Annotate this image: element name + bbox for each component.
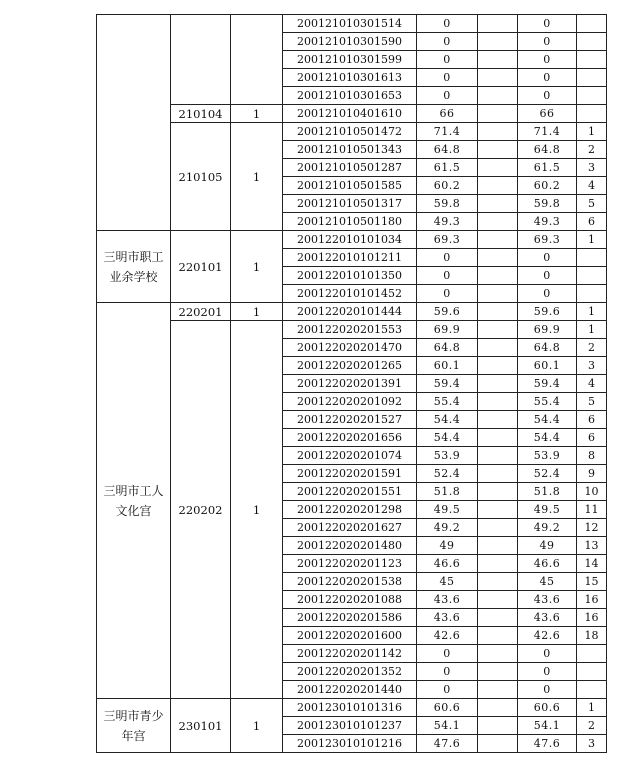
total-score-cell: 0 xyxy=(518,663,577,681)
written-score-cell: 43.6 xyxy=(417,609,478,627)
total-score-cell: 53.9 xyxy=(518,447,577,465)
rank-cell: 1 xyxy=(577,321,607,339)
written-score-cell: 60.1 xyxy=(417,357,478,375)
total-score-cell: 43.6 xyxy=(518,591,577,609)
written-score-cell: 54.4 xyxy=(417,429,478,447)
total-score-cell: 66 xyxy=(518,105,577,123)
total-score-cell: 64.8 xyxy=(518,339,577,357)
post-code-cell xyxy=(171,15,231,105)
written-score-cell: 69.3 xyxy=(417,231,478,249)
total-score-cell: 0 xyxy=(518,69,577,87)
written-score-cell: 49.3 xyxy=(417,213,478,231)
interview-score-cell xyxy=(478,285,518,303)
rank-cell: 3 xyxy=(577,357,607,375)
total-score-cell: 0 xyxy=(518,51,577,69)
written-score-cell: 53.9 xyxy=(417,447,478,465)
total-score-cell: 42.6 xyxy=(518,627,577,645)
candidate-id-cell: 200122020201656 xyxy=(283,429,417,447)
rank-cell xyxy=(577,87,607,105)
written-score-cell: 42.6 xyxy=(417,627,478,645)
total-score-cell: 49 xyxy=(518,537,577,555)
total-score-cell: 54.1 xyxy=(518,717,577,735)
candidate-id-cell: 200122020201591 xyxy=(283,465,417,483)
candidate-id-cell: 200122020201088 xyxy=(283,591,417,609)
total-score-cell: 52.4 xyxy=(518,465,577,483)
total-score-cell: 49.5 xyxy=(518,501,577,519)
total-score-cell: 69.9 xyxy=(518,321,577,339)
rank-cell: 5 xyxy=(577,195,607,213)
candidate-id-cell: 200122020201538 xyxy=(283,573,417,591)
total-score-cell: 60.2 xyxy=(518,177,577,195)
total-score-cell: 0 xyxy=(518,267,577,285)
written-score-cell: 0 xyxy=(417,249,478,267)
written-score-cell: 45 xyxy=(417,573,478,591)
rank-cell: 15 xyxy=(577,573,607,591)
candidate-id-cell: 200121010301613 xyxy=(283,69,417,87)
table-row xyxy=(97,15,607,33)
hire-count-cell xyxy=(231,15,283,105)
total-score-cell: 0 xyxy=(518,681,577,699)
candidate-id-cell: 200123010101316 xyxy=(283,699,417,717)
rank-cell: 10 xyxy=(577,483,607,501)
written-score-cell: 49 xyxy=(417,537,478,555)
written-score-cell: 0 xyxy=(417,33,478,51)
rank-cell: 16 xyxy=(577,609,607,627)
interview-score-cell xyxy=(478,411,518,429)
rank-cell: 2 xyxy=(577,717,607,735)
candidate-id-cell: 200121010501287 xyxy=(283,159,417,177)
rank-cell: 18 xyxy=(577,627,607,645)
interview-score-cell xyxy=(478,15,518,33)
interview-score-cell xyxy=(478,231,518,249)
rank-cell: 2 xyxy=(577,141,607,159)
interview-score-cell xyxy=(478,609,518,627)
rank-cell: 6 xyxy=(577,411,607,429)
written-score-cell: 0 xyxy=(417,267,478,285)
written-score-cell: 61.5 xyxy=(417,159,478,177)
interview-score-cell xyxy=(478,249,518,267)
total-score-cell: 61.5 xyxy=(518,159,577,177)
interview-score-cell xyxy=(478,681,518,699)
hire-count-cell: 1 xyxy=(231,699,283,753)
written-score-cell: 66 xyxy=(417,105,478,123)
candidate-id-cell: 200122020201391 xyxy=(283,375,417,393)
table-row xyxy=(97,231,607,249)
rank-cell: 13 xyxy=(577,537,607,555)
written-score-cell: 0 xyxy=(417,681,478,699)
rank-cell: 1 xyxy=(577,303,607,321)
total-score-cell: 45 xyxy=(518,573,577,591)
candidate-id-cell: 200122020201298 xyxy=(283,501,417,519)
candidate-id-cell: 200122020201074 xyxy=(283,447,417,465)
candidate-id-cell: 200122020201352 xyxy=(283,663,417,681)
rank-cell xyxy=(577,249,607,267)
interview-score-cell xyxy=(478,339,518,357)
written-score-cell: 64.8 xyxy=(417,339,478,357)
written-score-cell: 54.1 xyxy=(417,717,478,735)
hire-count-cell: 1 xyxy=(231,303,283,321)
interview-score-cell xyxy=(478,483,518,501)
interview-score-cell xyxy=(478,573,518,591)
written-score-cell: 60.6 xyxy=(417,699,478,717)
total-score-cell: 43.6 xyxy=(518,609,577,627)
hire-count-cell: 1 xyxy=(231,123,283,231)
written-score-cell: 0 xyxy=(417,663,478,681)
interview-score-cell xyxy=(478,555,518,573)
written-score-cell: 71.4 xyxy=(417,123,478,141)
written-score-cell: 69.9 xyxy=(417,321,478,339)
interview-score-cell xyxy=(478,141,518,159)
table-row xyxy=(97,699,607,717)
rank-cell: 1 xyxy=(577,123,607,141)
candidate-id-cell: 200122020201551 xyxy=(283,483,417,501)
rank-cell: 1 xyxy=(577,231,607,249)
post-code-cell: 210105 xyxy=(171,123,231,231)
total-score-cell: 0 xyxy=(518,285,577,303)
total-score-cell: 69.3 xyxy=(518,231,577,249)
post-code-cell: 220101 xyxy=(171,231,231,303)
candidate-id-cell: 200122020201627 xyxy=(283,519,417,537)
candidate-id-cell: 200121010301653 xyxy=(283,87,417,105)
interview-score-cell xyxy=(478,375,518,393)
total-score-cell: 46.6 xyxy=(518,555,577,573)
post-code-cell: 210104 xyxy=(171,105,231,123)
rank-cell: 8 xyxy=(577,447,607,465)
candidate-id-cell: 200121010401610 xyxy=(283,105,417,123)
written-score-cell: 59.4 xyxy=(417,375,478,393)
total-score-cell: 47.6 xyxy=(518,735,577,753)
rank-cell xyxy=(577,15,607,33)
candidate-id-cell: 200123010101216 xyxy=(283,735,417,753)
candidate-id-cell: 200122010101350 xyxy=(283,267,417,285)
org-name-cell: 三明市职工业余学校 xyxy=(97,231,171,303)
total-score-cell: 0 xyxy=(518,15,577,33)
rank-cell: 14 xyxy=(577,555,607,573)
written-score-cell: 0 xyxy=(417,87,478,105)
rank-cell: 4 xyxy=(577,177,607,195)
rank-cell: 2 xyxy=(577,339,607,357)
written-score-cell: 0 xyxy=(417,645,478,663)
total-score-cell: 59.4 xyxy=(518,375,577,393)
interview-score-cell xyxy=(478,645,518,663)
total-score-cell: 59.6 xyxy=(518,303,577,321)
candidate-id-cell: 200122020201092 xyxy=(283,393,417,411)
total-score-cell: 49.3 xyxy=(518,213,577,231)
interview-score-cell xyxy=(478,627,518,645)
rank-cell: 11 xyxy=(577,501,607,519)
interview-score-cell xyxy=(478,465,518,483)
interview-score-cell xyxy=(478,717,518,735)
interview-score-cell xyxy=(478,177,518,195)
candidate-id-cell: 200121010501317 xyxy=(283,195,417,213)
interview-score-cell xyxy=(478,537,518,555)
rank-cell: 12 xyxy=(577,519,607,537)
candidate-id-cell: 200122020101444 xyxy=(283,303,417,321)
rank-cell: 16 xyxy=(577,591,607,609)
org-name-cell: 三明市青少年宫 xyxy=(97,699,171,753)
candidate-id-cell: 200122020201586 xyxy=(283,609,417,627)
interview-score-cell xyxy=(478,87,518,105)
candidate-id-cell: 200121010301590 xyxy=(283,33,417,51)
total-score-cell: 60.6 xyxy=(518,699,577,717)
candidate-id-cell: 200123010101237 xyxy=(283,717,417,735)
rank-cell xyxy=(577,33,607,51)
candidate-id-cell: 200121010301514 xyxy=(283,15,417,33)
candidate-id-cell: 200121010301599 xyxy=(283,51,417,69)
rank-cell: 4 xyxy=(577,375,607,393)
rank-cell: 3 xyxy=(577,159,607,177)
post-code-cell: 220201 xyxy=(171,303,231,321)
interview-score-cell xyxy=(478,213,518,231)
interview-score-cell xyxy=(478,123,518,141)
interview-score-cell xyxy=(478,447,518,465)
interview-score-cell xyxy=(478,303,518,321)
table-row xyxy=(97,303,607,321)
written-score-cell: 51.8 xyxy=(417,483,478,501)
written-score-cell: 54.4 xyxy=(417,411,478,429)
rank-cell xyxy=(577,645,607,663)
post-code-cell: 220202 xyxy=(171,321,231,699)
candidate-id-cell: 200122020201470 xyxy=(283,339,417,357)
candidate-id-cell: 200122020201440 xyxy=(283,681,417,699)
total-score-cell: 0 xyxy=(518,645,577,663)
candidate-id-cell: 200122020201265 xyxy=(283,357,417,375)
rank-cell: 9 xyxy=(577,465,607,483)
interview-score-cell xyxy=(478,51,518,69)
hire-count-cell: 1 xyxy=(231,321,283,699)
candidate-id-cell: 200122010101211 xyxy=(283,249,417,267)
interview-score-cell xyxy=(478,393,518,411)
written-score-cell: 49.2 xyxy=(417,519,478,537)
total-score-cell: 60.1 xyxy=(518,357,577,375)
written-score-cell: 64.8 xyxy=(417,141,478,159)
interview-score-cell xyxy=(478,69,518,87)
candidate-id-cell: 200122020201600 xyxy=(283,627,417,645)
candidate-id-cell: 200121010501180 xyxy=(283,213,417,231)
rank-cell: 6 xyxy=(577,213,607,231)
written-score-cell: 49.5 xyxy=(417,501,478,519)
interview-score-cell xyxy=(478,591,518,609)
score-table xyxy=(96,14,607,753)
table-row xyxy=(97,105,607,123)
candidate-id-cell: 200122020201553 xyxy=(283,321,417,339)
candidate-id-cell: 200121010501472 xyxy=(283,123,417,141)
candidate-id-cell: 200122010101034 xyxy=(283,231,417,249)
candidate-id-cell: 200122020201123 xyxy=(283,555,417,573)
rank-cell: 3 xyxy=(577,735,607,753)
total-score-cell: 55.4 xyxy=(518,393,577,411)
hire-count-cell: 1 xyxy=(231,105,283,123)
rank-cell: 5 xyxy=(577,393,607,411)
interview-score-cell xyxy=(478,519,518,537)
total-score-cell: 59.8 xyxy=(518,195,577,213)
rank-cell xyxy=(577,267,607,285)
total-score-cell: 54.4 xyxy=(518,411,577,429)
written-score-cell: 43.6 xyxy=(417,591,478,609)
written-score-cell: 47.6 xyxy=(417,735,478,753)
interview-score-cell xyxy=(478,735,518,753)
table-row xyxy=(97,123,607,141)
written-score-cell: 46.6 xyxy=(417,555,478,573)
interview-score-cell xyxy=(478,429,518,447)
interview-score-cell xyxy=(478,267,518,285)
total-score-cell: 64.8 xyxy=(518,141,577,159)
written-score-cell: 0 xyxy=(417,15,478,33)
candidate-id-cell: 200121010501343 xyxy=(283,141,417,159)
interview-score-cell xyxy=(478,663,518,681)
org-name-cell xyxy=(97,15,171,231)
written-score-cell: 0 xyxy=(417,69,478,87)
rank-cell: 1 xyxy=(577,699,607,717)
rank-cell xyxy=(577,681,607,699)
total-score-cell: 54.4 xyxy=(518,429,577,447)
total-score-cell: 0 xyxy=(518,249,577,267)
written-score-cell: 0 xyxy=(417,285,478,303)
candidate-id-cell: 200122020201480 xyxy=(283,537,417,555)
written-score-cell: 60.2 xyxy=(417,177,478,195)
candidate-id-cell: 200122010101452 xyxy=(283,285,417,303)
interview-score-cell xyxy=(478,321,518,339)
post-code-cell: 230101 xyxy=(171,699,231,753)
written-score-cell: 59.8 xyxy=(417,195,478,213)
interview-score-cell xyxy=(478,195,518,213)
total-score-cell: 51.8 xyxy=(518,483,577,501)
interview-score-cell xyxy=(478,357,518,375)
written-score-cell: 59.6 xyxy=(417,303,478,321)
candidate-id-cell: 200121010501585 xyxy=(283,177,417,195)
interview-score-cell xyxy=(478,105,518,123)
written-score-cell: 52.4 xyxy=(417,465,478,483)
written-score-cell: 0 xyxy=(417,51,478,69)
table-row xyxy=(97,321,607,339)
rank-cell: 6 xyxy=(577,429,607,447)
total-score-cell: 71.4 xyxy=(518,123,577,141)
written-score-cell: 55.4 xyxy=(417,393,478,411)
interview-score-cell xyxy=(478,33,518,51)
org-name-cell: 三明市工人文化宫 xyxy=(97,303,171,699)
interview-score-cell xyxy=(478,699,518,717)
total-score-cell: 0 xyxy=(518,33,577,51)
hire-count-cell: 1 xyxy=(231,231,283,303)
rank-cell xyxy=(577,285,607,303)
rank-cell xyxy=(577,663,607,681)
rank-cell xyxy=(577,105,607,123)
candidate-id-cell: 200122020201142 xyxy=(283,645,417,663)
candidate-id-cell: 200122020201527 xyxy=(283,411,417,429)
rank-cell xyxy=(577,69,607,87)
rank-cell xyxy=(577,51,607,69)
total-score-cell: 0 xyxy=(518,87,577,105)
total-score-cell: 49.2 xyxy=(518,519,577,537)
interview-score-cell xyxy=(478,159,518,177)
interview-score-cell xyxy=(478,501,518,519)
